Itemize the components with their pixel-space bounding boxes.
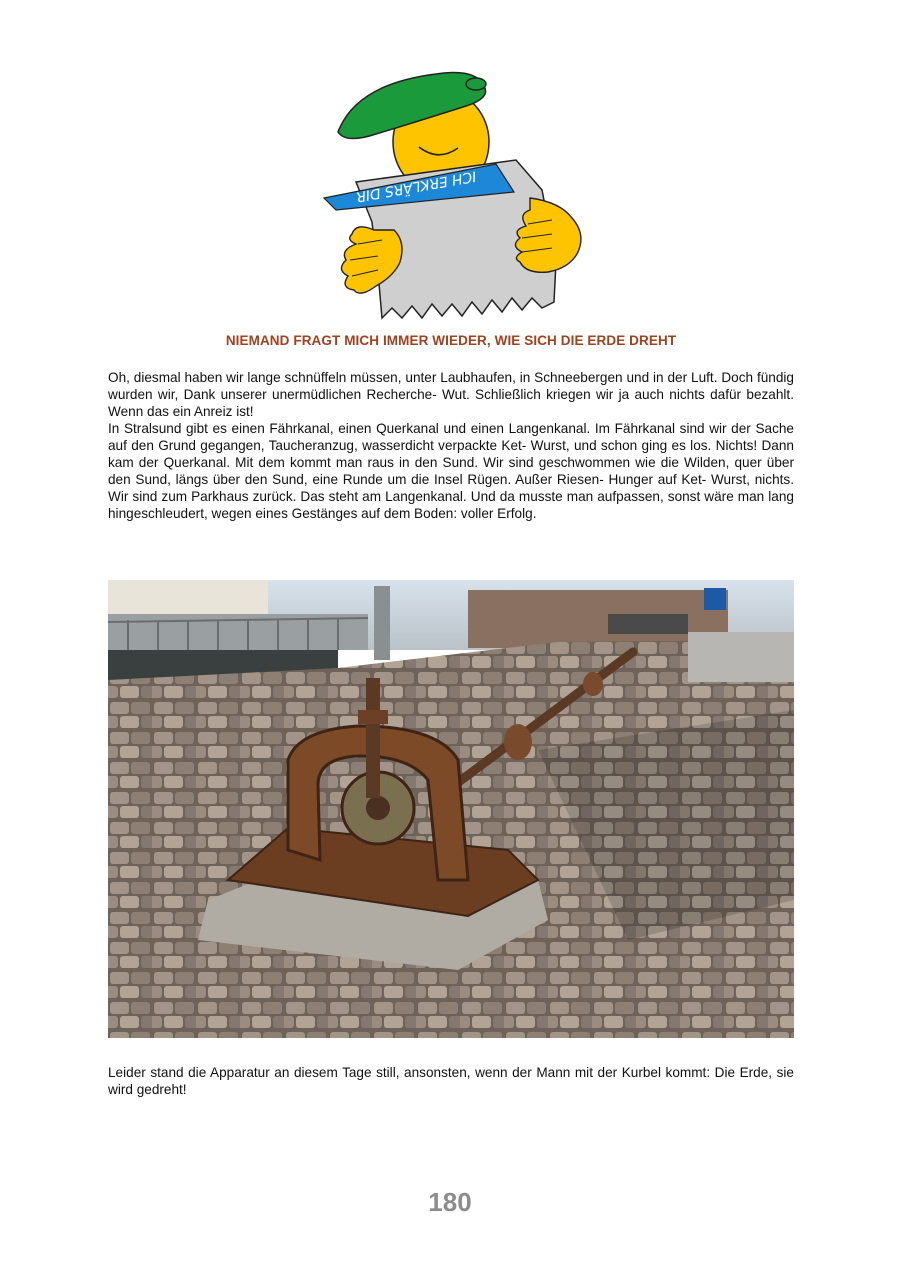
mascot-illustration <box>316 62 592 324</box>
sign <box>704 588 726 610</box>
paragraph-story: In Stralsund gibt es einen Fährkanal, einen Querkanal und einen Langenkanal. Im Fährkanal sind wir der Sache auf den Grund gegangen, Taucheranzug, wasserdicht verpackte Ket- Wurst, und schon ging es los. Nichts! Dann kam der Querkanal. Mit dem kommt man raus in den Sund. Wir sind geschwommen wie die Wilden, quer über den Sund, längs über den Sund, eine Runde um die Insel Rügen. Außer Riesen- Hunger auf Ket- Wurst, nichts. Wir sind zum Parkhaus zurück. Das steht am Langenkanal. Und da musste man aufpassen, sonst wäre man lang hingeschleudert, wegen eines Gestänges auf dem Boden: voller Erfolg. <box>108 421 794 522</box>
pole <box>374 586 390 660</box>
paragraph-intro: Oh, diesmal haben wir lange schnüffeln müssen, unter Laubhaufen, in Schneebergen und in der Luft. Doch fündig wurden wir, Dank unserer unermüdlichen Recherche- Wut. Schließlich kriegen wir ja auch nichts dafür bezahlt. Wenn das ein Anreiz ist! <box>108 370 794 420</box>
spindle <box>366 678 380 798</box>
paragraph-closing: Leider stand die Apparatur an diesem Tage still, ansonsten, wenn der Mann mit der Kurbel kommt: Die Erde, sie wird gedreht! <box>108 1065 794 1098</box>
page-number: 180 <box>428 1187 472 1217</box>
page-title: NIEMAND FRAGT MICH IMMER WIEDER, WIE SICH DIE ERDE DREHT <box>225 333 677 348</box>
concrete-block <box>688 632 794 682</box>
banner-text: ICH ERKLÄRS DIR <box>354 167 478 205</box>
photo-cobblestone-mechanism <box>108 580 794 1038</box>
